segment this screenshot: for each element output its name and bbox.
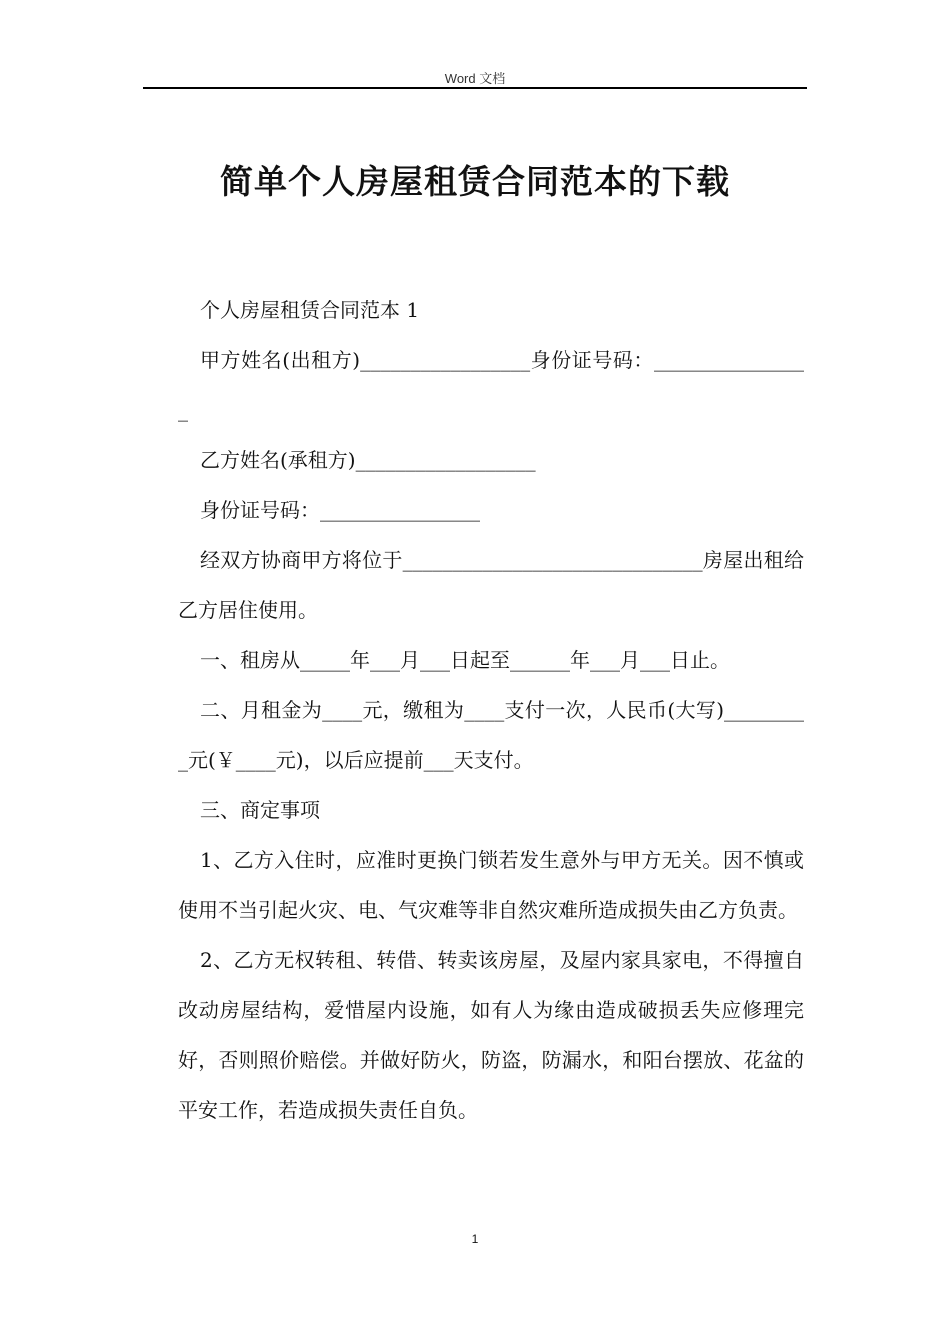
paragraph-clause-1: 1、乙方入住时，应准时更换门锁若发生意外与甲方无关。因不慎或使用不当引起火灾、电、气灾难等非自然灾难所造成损失由乙方负责。 (178, 848, 804, 922)
paragraph-party-b: 乙方姓名(承租方)__________________ (200, 448, 536, 472)
page-number: 1 (471, 1232, 479, 1246)
paragraph-location: 经双方协商甲方将位于______________________________房屋出租给乙方居住使用。 (178, 548, 804, 622)
paragraph-clause-2: 2、乙方无权转租、转借、转卖该房屋，及屋内家具家电，不得擅自改动房屋结构，爱惜屋内设施，如有人为缘由造成破损丢失应修理完好，否则照价赔偿。并做好防火，防盗，防漏水，和阳台摆放、花盆的平安工作，若造成损失责任自负。 (178, 948, 804, 1122)
paragraph-party-b-id: 身份证号码：________________ (200, 498, 480, 522)
document-title: 简单个人房屋租赁合同范本的下载 (220, 162, 730, 201)
page-header: Word 文档 (444, 71, 506, 86)
paragraph-party-a: 甲方姓名(出租方)_________________身份证号码：________________ (178, 348, 804, 422)
header-divider (143, 87, 807, 89)
paragraph-matters-heading: 三、商定事项 (200, 798, 320, 822)
paragraph-rent: 二、月租金为____元，缴租为____支付一次，人民币(大写)_________元(￥____元)，以后应提前___天支付。 (178, 698, 804, 772)
paragraph-heading: 个人房屋租赁合同范本 1 (200, 298, 420, 322)
document-body (178, 285, 804, 1135)
paragraph-term: 一、租房从_____年___月___日起至______年___月___日止。 (200, 648, 730, 672)
